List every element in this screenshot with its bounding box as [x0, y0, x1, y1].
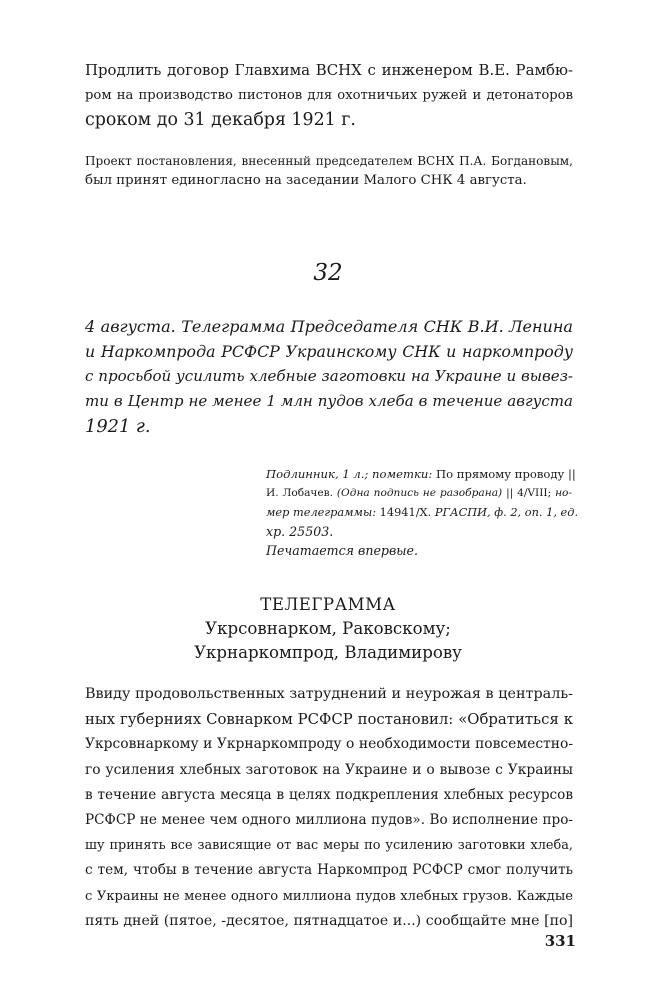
document-number: 32: [313, 260, 343, 286]
text-line: Проект постановления, внесенный председателем ВСНХ П.А. Богдановым,: [85, 154, 573, 168]
source-text: Подлинник, 1 л.; пометки:: [266, 467, 436, 481]
heading-line: и Наркомпрода РСФСР Украинскому СНК и наркомпроду: [85, 342, 573, 361]
source-line: Печатается впервые.: [266, 543, 419, 558]
source-text: 14941/Х.: [379, 505, 435, 519]
body-line: с Украины не менее одного миллиона пудов хлебных грузов. Каждые: [85, 888, 573, 904]
source-text: но-: [555, 487, 573, 499]
heading-line: 1921 г.: [85, 416, 151, 437]
body-line: пять дней (пятое, -десятое, пятнадцатое и...) сообщайте мне [по]: [85, 912, 573, 929]
telegram-body: [85, 682, 573, 934]
paragraph-decree: [85, 58, 573, 133]
body-line: Укрсовнаркому и Укрнаркомпроду о необходимости повсеместно-: [85, 736, 573, 753]
telegram-header: [0, 593, 656, 665]
document-heading: [85, 314, 573, 439]
source-line: хр. 25503.: [266, 524, 334, 539]
source-line: [266, 484, 572, 503]
source-text: РГАСПИ, ф. 2, оп. 1, ед.: [434, 505, 579, 519]
telegram-addressee: Укрсовнарком, Раковскому;: [205, 619, 451, 638]
text-line: ром на производство пистонов для охотничьих ружей и детонаторов: [85, 88, 573, 103]
body-line: шу принять все зависящие от вас меры по усилению заготовки хлеба,: [85, 838, 573, 854]
source-line: [266, 465, 576, 484]
source-text: мер телеграммы:: [266, 505, 380, 519]
text-line: сроком до 31 декабря 1921 г.: [85, 110, 356, 130]
heading-line: ти в Центр не менее 1 млн пудов хлеба в течение августа: [85, 392, 573, 410]
page-number: 331: [544, 932, 576, 950]
text-line: был принят единогласно на заседании Малого СНК 4 августа.: [85, 173, 527, 188]
source-text: И. Лобачев.: [266, 487, 337, 499]
telegram-title: ТЕЛЕГРАММА: [260, 595, 396, 614]
heading-line: 4 августа. Телеграмма Председателя СНК В.И. Ленина: [85, 317, 573, 336]
source-text: (Одна подпись не разобрана): [336, 487, 503, 499]
editorial-note: [85, 152, 573, 190]
telegram-addressee: Укрнаркомпрод, Владимирову: [194, 643, 462, 662]
source-line: [266, 503, 579, 522]
body-line: Ввиду продовольственных затруднений и неурожая в централь-: [85, 686, 573, 702]
archival-source: [266, 465, 579, 560]
body-line: в течение августа месяца в целях подкрепления хлебных ресурсов: [85, 786, 573, 803]
source-text: || 4/VIII;: [502, 487, 556, 499]
body-line: го усиления хлебных заготовок на Украине и о вывозе с Украины: [85, 761, 573, 778]
heading-line: с просьбой усилить хлебные заготовки на Украине и вывез-: [85, 367, 573, 385]
text-line: Продлить договор Главхима ВСНХ с инженером В.Е. Рамбю-: [85, 61, 573, 79]
body-line: с тем, чтобы в течение августа Наркомпрод РСФСР смог получить: [85, 862, 573, 879]
body-line: ных губерниях Совнарком РСФСР постановил: «Обратиться к: [85, 710, 573, 729]
source-text: По прямому проводу ||: [435, 467, 576, 481]
body-line: РСФСР не менее чем одного миллиона пудов». Во исполнение про-: [85, 812, 573, 829]
